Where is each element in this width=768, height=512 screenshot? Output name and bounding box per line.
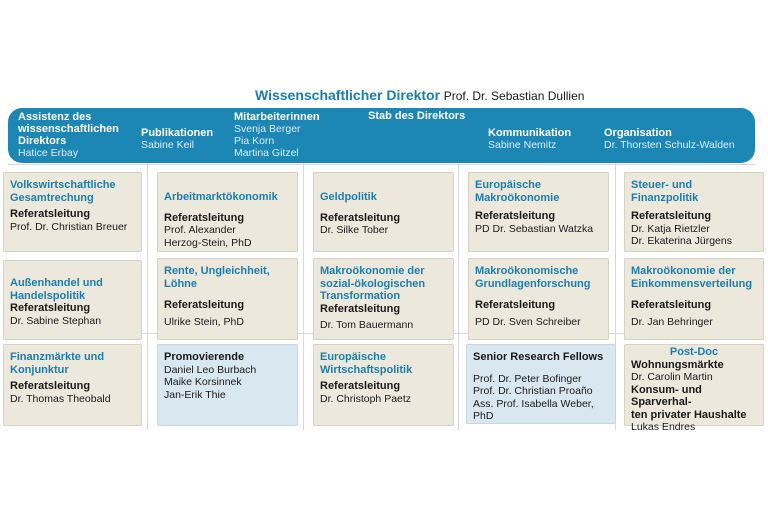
unit-head: Dr. Sabine Stephan xyxy=(10,314,102,327)
unit-steuer xyxy=(624,172,764,252)
staff-assistenz-title-3: Direktors xyxy=(18,135,67,147)
unit-title: Arbeitmarktökonomik xyxy=(164,191,278,203)
unit-title: Makroökonomie xyxy=(475,191,560,204)
staff-publikationen-name: Sabine Keil xyxy=(141,139,195,151)
unit-title: Wirtschaftspolitik xyxy=(320,363,413,376)
connector-line xyxy=(303,160,304,430)
unit-title: Geldpolitik xyxy=(320,191,377,203)
unit-title: Makroökonomie der xyxy=(631,265,736,277)
unit-role: Referatsleitung xyxy=(320,302,401,315)
unit-rente xyxy=(157,258,298,340)
group-post-doc xyxy=(624,344,764,433)
unit-head: PD Dr. Sebastian Watzka xyxy=(475,222,594,235)
unit-title: Außenhandel und xyxy=(10,277,103,289)
unit-transformation xyxy=(313,258,454,340)
group-heading: Promovierende xyxy=(164,351,245,363)
staff-member-name: Svenja Berger xyxy=(234,123,301,135)
staff-kommunikation-title: Kommunikation xyxy=(488,127,572,139)
staff-assistenz-name: Hatice Erbay xyxy=(18,147,79,159)
unit-title: Makroökonomie der xyxy=(320,265,425,277)
unit-role: Referatsleitung xyxy=(164,211,245,224)
unit-head: Dr. Katja Rietzler xyxy=(631,222,710,235)
unit-head: Herzog-Stein, PhD xyxy=(164,236,252,249)
unit-role: Referatsleitung xyxy=(631,299,712,311)
postdoc-topic: Konsum- und Sparverhal- xyxy=(631,383,702,408)
unit-title: Einkommensverteilung xyxy=(631,277,753,290)
staff-member-name: Martina Gitzel xyxy=(234,147,299,159)
unit-einkommensverteilung xyxy=(624,258,764,340)
unit-title: Steuer- und xyxy=(631,179,693,191)
unit-title: Volkswirtschaftliche xyxy=(10,179,116,191)
unit-geldpolitik xyxy=(313,172,454,252)
unit-head: Dr. Thomas Theobald xyxy=(10,392,111,405)
unit-head: Prof. Alexander xyxy=(164,224,236,236)
group-member: Daniel Leo Burbach xyxy=(164,363,257,376)
director-name: Prof. Dr. Sebastian Dullien xyxy=(443,89,585,103)
group-senior-fellows xyxy=(466,344,616,424)
staff-assistenz-title-2: wissenschaftlichen xyxy=(18,123,119,135)
unit-title: Finanzpolitik xyxy=(631,191,699,204)
unit-head: Dr. Silke Tober xyxy=(320,224,389,236)
group-member: Ass. Prof. Isabella Weber, PhD xyxy=(473,397,594,422)
staff-assistenz-title-1: Assistenz des xyxy=(18,111,92,123)
staff-publikationen-title: Publikationen xyxy=(141,127,214,139)
postdoc-name: Lukas Endres xyxy=(631,421,696,433)
unit-role: Referatsleitung xyxy=(475,299,556,311)
unit-head: PD Dr. Sven Schreiber xyxy=(475,315,581,328)
unit-grundlagenforschung xyxy=(468,258,609,340)
group-member: Prof. Dr. Christian Proaño xyxy=(473,385,593,397)
director-header xyxy=(255,87,675,103)
postdoc-topic: Wohnungsmärkte xyxy=(631,358,724,371)
staff-organisation xyxy=(604,127,735,151)
staff-organisation-title: Organisation xyxy=(604,127,672,139)
unit-head: Dr. Ekaterina Jürgens xyxy=(631,235,732,247)
unit-title: Grundlagenforschung xyxy=(475,277,591,290)
staff-stab-title: Stab des Direktors xyxy=(368,110,466,122)
unit-head: Dr. Tom Bauermann xyxy=(320,319,414,331)
staff-mitarbeiterinnen xyxy=(234,111,320,159)
unit-vgr xyxy=(3,172,142,252)
connector-line xyxy=(8,164,755,165)
staff-publikationen xyxy=(141,127,213,151)
unit-head: Dr. Jan Behringer xyxy=(631,315,713,328)
unit-title: Europäische xyxy=(320,351,387,363)
staff-assistenz xyxy=(18,111,119,159)
postdoc-topic: ten privater Haushalte xyxy=(631,408,747,421)
group-promovierende xyxy=(157,344,298,426)
unit-role: Referatsleitung xyxy=(10,380,91,392)
unit-head: Dr. Christoph Paetz xyxy=(320,392,412,405)
unit-title: Europäische xyxy=(475,179,542,191)
unit-title: Gesamtrechung xyxy=(10,191,94,204)
unit-title: Finanzmärkte und xyxy=(10,351,105,363)
unit-title: Handelspolitik xyxy=(10,289,86,302)
unit-title: Rente, Ungleichheit, xyxy=(164,265,270,277)
unit-role: Referatsleitung xyxy=(10,208,91,220)
unit-title: Makroökonomische xyxy=(475,265,579,277)
unit-title: Transformation xyxy=(320,290,401,302)
group-member: Maike Korsinnek xyxy=(164,376,242,388)
unit-role: Referatsleitung xyxy=(631,210,712,222)
staff-mitarbeiterinnen-title: Mitarbeiterinnen xyxy=(234,111,320,123)
unit-finanzmaerkte xyxy=(3,344,142,426)
unit-role: Referatsleitung xyxy=(320,211,401,224)
unit-aussenhandel xyxy=(3,260,142,340)
unit-role: Referatsleitung xyxy=(10,302,91,314)
group-member: Prof. Dr. Peter Bofinger xyxy=(473,372,582,385)
unit-role: Referatsleitung xyxy=(320,380,401,392)
postdoc-name: Dr. Carolin Martin xyxy=(631,371,713,383)
staff-organisation-name: Dr. Thorsten Schulz-Walden xyxy=(604,139,735,151)
unit-head: Ulrike Stein, PhD xyxy=(164,315,244,328)
unit-title: Löhne xyxy=(164,277,197,290)
connector-line xyxy=(147,160,148,430)
staff-stab xyxy=(368,110,465,122)
unit-role: Referatsleitung xyxy=(164,299,245,311)
unit-europ-makro xyxy=(468,172,609,252)
unit-head: Prof. Dr. Christian Breuer xyxy=(10,220,128,233)
unit-title: sozial-ökologischen xyxy=(320,277,426,290)
staff-member-name: Pia Korn xyxy=(234,135,275,147)
staff-band xyxy=(8,108,755,163)
unit-title: Konjunktur xyxy=(10,363,69,376)
director-title: Wissenschaftlicher Direktor xyxy=(255,87,441,103)
unit-arbeitsmarkt xyxy=(157,172,298,252)
group-heading: Post-Doc xyxy=(669,346,719,358)
staff-kommunikation xyxy=(488,127,571,151)
staff-kommunikation-name: Sabine Nemitz xyxy=(488,139,557,151)
group-heading: Senior Research Fellows xyxy=(473,351,604,363)
unit-role: Referatsleitung xyxy=(475,210,556,222)
connector-line xyxy=(458,160,459,430)
group-member: Jan-Erik Thie xyxy=(164,388,226,401)
unit-europ-wirtschaftspolitik xyxy=(313,344,454,426)
